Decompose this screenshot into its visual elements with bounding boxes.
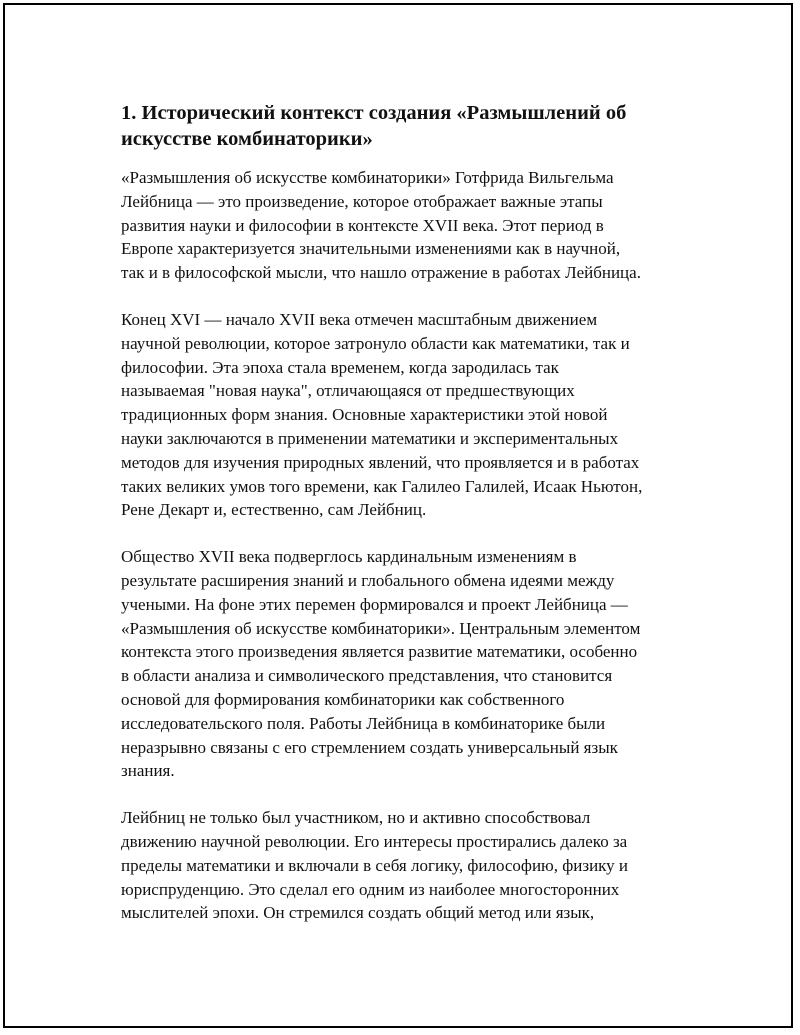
text-line: методов для изучения природных явлений, что проявляется и в работах xyxy=(121,452,640,472)
document-page xyxy=(3,3,793,1028)
text-line: «Размышления об искусстве комбинаторики». Центральным элементом xyxy=(121,618,641,638)
text-line: развития науки и философии в контексте XVII века. Этот период в xyxy=(121,215,604,235)
text-line: научной революции, которое затронуло области как математики, так и xyxy=(121,333,630,353)
text-line: Лейбниц не только был участником, но и активно способствовал xyxy=(121,808,591,828)
text-line: пределы математики и включали в себя логику, философию, физику и xyxy=(121,855,629,875)
text-line: мыслителей эпохи. Он стремился создать общий метод или язык, xyxy=(121,903,595,923)
text-line: Общество XVII века подверглось кардинальным изменениям в xyxy=(121,547,577,567)
text-line: учеными. На фоне этих перемен формировался и проект Лейбница — xyxy=(121,594,628,614)
text-line: в области анализа и символического представления, что становится xyxy=(121,666,613,686)
text-line: традиционных форм знания. Основные характеристики этой новой xyxy=(121,405,608,425)
text-line: движению научной революции. Его интересы простирались далеко за xyxy=(121,831,628,851)
paragraph-4 xyxy=(121,806,701,925)
text-line: Конец XVI — начало XVII века отмечен масштабным движением xyxy=(121,309,598,329)
heading-line: искусстве комбинаторики» xyxy=(121,128,373,150)
text-line: неразрывно связаны с его стремлением создать универсальный язык xyxy=(121,737,618,757)
text-line: таких великих умов того времени, как Галилео Галилей, Исаак Ньютон, xyxy=(121,476,643,496)
text-line: Лейбница — это произведение, которое отображает важные этапы xyxy=(121,191,603,211)
text-line: знания. xyxy=(121,761,175,781)
text-line: так и в философской мысли, что нашло отражение в работах Лейбница. xyxy=(121,263,641,283)
text-line: результате расширения знаний и глобального обмена идеями между xyxy=(121,570,615,590)
heading-line: 1. Исторический контекст создания «Размышлений об xyxy=(121,102,627,124)
paragraph-3 xyxy=(121,545,701,783)
paragraph-1 xyxy=(121,166,701,285)
text-line: называемая "новая наука", отличающаяся от предшествующих xyxy=(121,381,575,401)
text-line: науки заключаются в применении математики и экспериментальных xyxy=(121,428,619,448)
paragraph-2 xyxy=(121,308,701,522)
text-line: контекста этого произведения является развитие математики, особенно xyxy=(121,642,638,662)
document-body xyxy=(121,100,701,948)
text-line: основой для формирования комбинаторики как собственного xyxy=(121,689,565,709)
text-line: «Размышления об искусстве комбинаторики» Готфрида Вильгельма xyxy=(121,168,614,187)
text-line: Европе характеризуется значительными изменениями как в научной, xyxy=(121,239,621,259)
text-line: исследовательского поля. Работы Лейбница в комбинаторике были xyxy=(121,713,606,733)
text-line: юриспруденцию. Это сделал его одним из наиболее многосторонних xyxy=(121,879,620,899)
section-heading xyxy=(121,100,701,152)
text-line: Рене Декарт и, естественно, сам Лейбниц. xyxy=(121,500,427,520)
text-line: философии. Эта эпоха стала временем, когда зародилась так xyxy=(121,357,559,377)
